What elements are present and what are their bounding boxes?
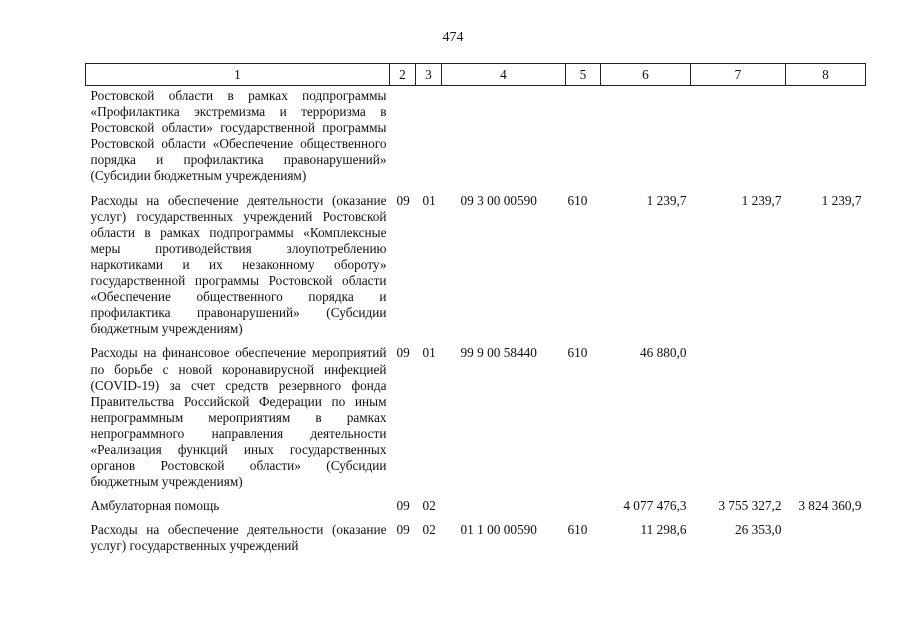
column-header-8: 8 xyxy=(786,64,866,86)
row-amount-year-3 xyxy=(786,86,866,193)
row-description: Амбулаторная помощь xyxy=(90,498,220,514)
row-description: Расходы на обеспечение деятельности (оказание услуг) государственных учреждений Ростовской области в рамках подпрограммы «Комплексные меры противодействия злоупотреблению наркотиками и их незаконному обороту» государственной программы Ростовской области «Обеспечение общественного порядка и профилактика правонарушений» (Субсидии бюджетным учреждениям) xyxy=(90,192,387,337)
row-subsection-code xyxy=(416,86,442,193)
row-subsection-code: 01 xyxy=(422,192,436,208)
table-row xyxy=(86,345,866,498)
row-description: Расходы на финансовое обеспечение мероприятий по борьбе с новой коронавирусной инфекцией (COVID-19) за счет средств резервного фонда Правительства Российской Федерации по иным непрограммным мероприятиям в рамках непрограммного направления деятельности «Реализация функций иных государственных органов Ростовской области» (Субсидии бюджетным учреждениям) xyxy=(90,345,387,490)
column-header-7: 7 xyxy=(691,64,786,86)
row-expense-type-code xyxy=(566,498,601,522)
row-amount-year-2: 26 353,0 xyxy=(734,522,782,538)
row-section-code xyxy=(390,86,416,193)
row-target-article-code: 01 1 00 00590 xyxy=(460,522,537,538)
row-expense-type-code: 610 xyxy=(567,345,588,361)
row-amount-year-2: 1 239,7 xyxy=(741,192,782,208)
row-expense-type-code: 610 xyxy=(567,192,588,208)
table-row xyxy=(86,193,866,346)
table-row xyxy=(86,498,866,522)
row-amount-year-1: 4 077 476,3 xyxy=(623,498,687,514)
row-target-article-code: 99 9 00 58440 xyxy=(460,345,537,361)
row-subsection-code: 02 xyxy=(422,522,436,538)
table-row xyxy=(86,86,866,193)
budget-table xyxy=(85,63,866,555)
row-amount-year-2 xyxy=(691,86,786,193)
column-header-2: 2 xyxy=(390,64,416,86)
row-description: Расходы на обеспечение деятельности (оказание услуг) государственных учреждений xyxy=(90,522,387,554)
row-section-code: 09 xyxy=(396,522,410,538)
column-header-6: 6 xyxy=(601,64,691,86)
row-expense-type-code xyxy=(566,86,601,193)
column-header-3: 3 xyxy=(416,64,442,86)
row-description: Ростовской области в рамках подпрограммы «Профилактика экстремизма и терроризма в Ростовской области» государственной программы Ростовской области «Обеспечение общественного порядка и профилактика правонарушений» (Субсидии бюджетным учреждениям) xyxy=(90,88,387,184)
row-target-article-code xyxy=(442,86,566,193)
row-expense-type-code: 610 xyxy=(567,522,588,538)
row-amount-year-3: 1 239,7 xyxy=(821,192,862,208)
table-header-row xyxy=(86,64,866,86)
row-amount-year-3 xyxy=(786,522,866,554)
page-number: 474 xyxy=(442,30,464,45)
row-amount-year-3 xyxy=(786,345,866,498)
row-amount-year-1: 11 298,6 xyxy=(640,522,687,538)
row-subsection-code: 02 xyxy=(422,498,436,514)
row-section-code: 09 xyxy=(396,192,410,208)
row-amount-year-2 xyxy=(691,345,786,498)
row-subsection-code: 01 xyxy=(422,345,436,361)
row-amount-year-1: 1 239,7 xyxy=(646,192,687,208)
row-target-article-code: 09 3 00 00590 xyxy=(460,192,537,208)
row-amount-year-1: 46 880,0 xyxy=(639,345,687,361)
row-target-article-code xyxy=(442,498,566,522)
column-header-1: 1 xyxy=(86,64,390,86)
row-amount-year-3: 3 824 360,9 xyxy=(798,498,862,514)
row-section-code: 09 xyxy=(396,498,410,514)
table-row xyxy=(86,522,866,554)
row-amount-year-1 xyxy=(601,86,691,193)
row-amount-year-2: 3 755 327,2 xyxy=(718,498,782,514)
row-section-code: 09 xyxy=(396,345,410,361)
column-header-5: 5 xyxy=(566,64,601,86)
column-header-4: 4 xyxy=(442,64,566,86)
